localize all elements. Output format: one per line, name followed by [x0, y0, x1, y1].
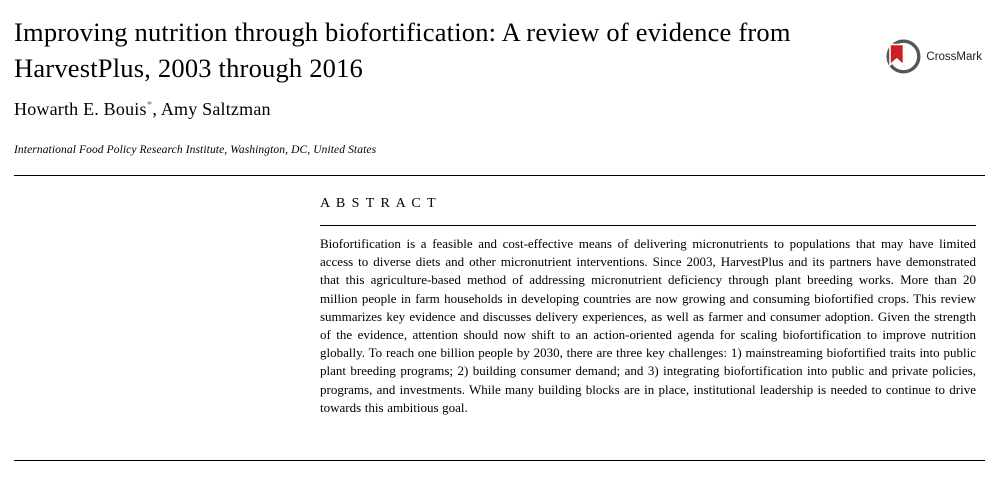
footer-divider	[14, 460, 985, 461]
abstract-section	[320, 196, 976, 417]
abstract-text: Biofortification is a feasible and cost-effective means of delivering micronutrients to populations that may have limited access to diverse diets and other micronutrient interventions. Since 2003, HarvestPlus and its partners have demonstrated that this agriculture-based method of addressing micronutrient deficiency through plant breeding works. More than 20 million people in farm households in developing countries are now growing and consuming biofortified crops. This review summarizes key evidence and discusses delivery experiences, as well as farmer and consumer adoption. Given the strength of the evidence, attention should now shift to an action-oriented agenda for scaling biofortification to improve nutrition globally. To reach one billion people by 2030, there are three key challenges: 1) mainstreaming biofortified traits into public plant breeding programs; 2) building consumer demand; and 3) integrating biofortification into public and private policies, programs, and investments. While many building blocks are in place, institutional leadership is needed to continue to drive towards this ambitious goal.	[320, 225, 976, 417]
crossmark-icon	[882, 36, 923, 77]
article-title: Improving nutrition through biofortification: A review of evidence from HarvestPlus, 2003 through 2016	[14, 17, 791, 83]
author-1: Howarth E. Bouis	[14, 99, 147, 119]
crossmark-badge[interactable]	[882, 36, 982, 77]
header-divider	[14, 175, 985, 176]
crossmark-label: CrossMark	[926, 50, 982, 63]
abstract-heading: A B S T R A C T	[320, 196, 438, 211]
affiliation-line: International Food Policy Research Institute, Washington, DC, United States	[14, 144, 377, 156]
author-line	[14, 99, 271, 120]
author-2: Amy Saltzman	[160, 99, 271, 119]
author-separator: ,	[152, 99, 161, 119]
corresponding-author-marker: *	[146, 99, 153, 111]
